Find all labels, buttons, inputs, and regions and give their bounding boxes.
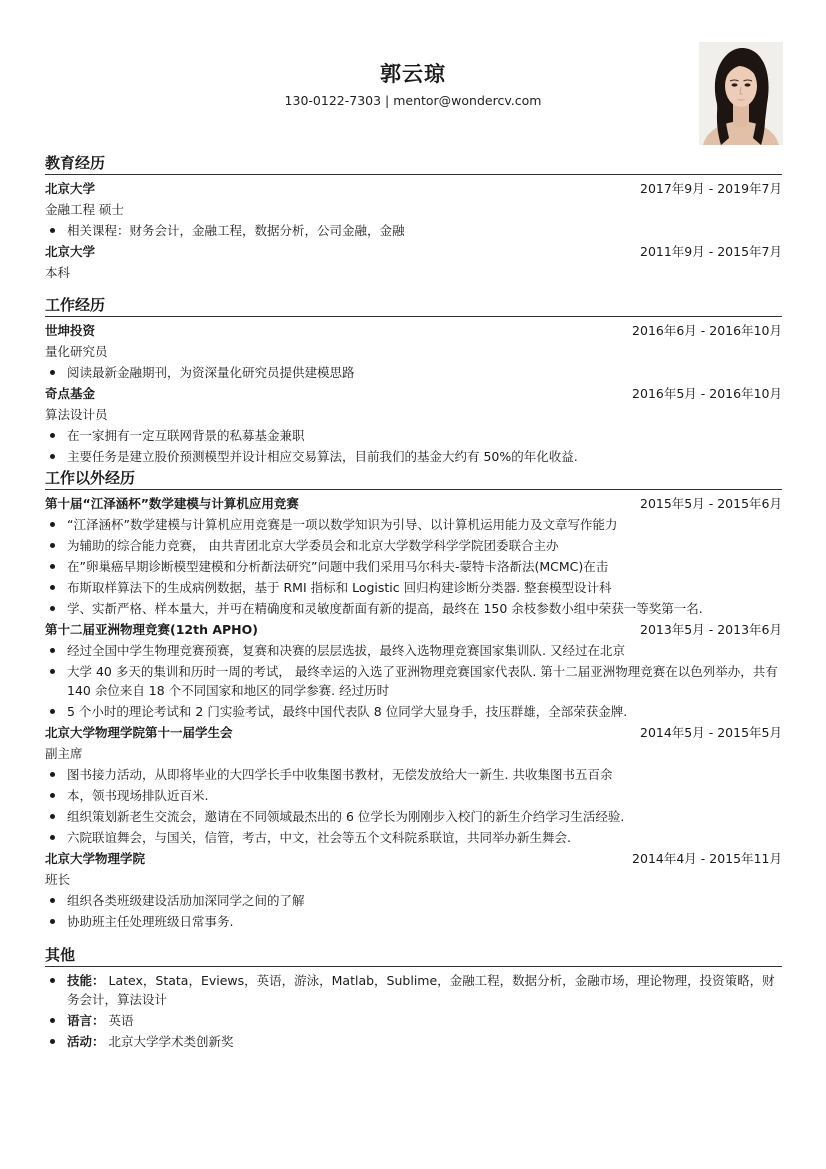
bullet-item: 相关课程：财务会计，金融工程，数据分析，公司金融，金融 [45,220,782,241]
activity-item [45,1031,782,1052]
item-key: 语言： [67,1013,105,1028]
entry-header [45,241,782,262]
other-experience-section [45,465,782,942]
entry-header [45,619,782,640]
entry-organization: 奇点基金 [45,386,96,401]
entry-role: 量化研究员 [45,344,108,359]
entry-date: 2013年5月 - 2013年6月 [640,622,782,637]
item-key: 活动： [67,1034,105,1049]
bullet-item: 图书接力活动，从即将毕业的大四学长手中收集图书教材，无偿发放给大一新生. 共收集图书五百余 [45,764,782,785]
entry-date: 2015年5月 - 2015年6月 [640,496,782,511]
entry-header [45,178,782,199]
candidate-name: 郭云琼 [380,62,446,86]
entry-role: 班长 [45,872,71,887]
entry-date: 2016年6月 - 2016年10月 [632,323,782,338]
entry-role: 本科 [45,265,71,280]
bullet-item: 阅读最新金融期刊，为资深量化研究员提供建模思路 [45,362,782,383]
portrait-image [699,42,783,145]
item-value: Latex，Stata，Eviews，英语，游泳，Matlab，Sublime，金融工程，数据分析，金融市场，理论物理，投资策略，财务会计，算法设计 [67,973,775,1007]
entry-organization: 北京大学物理学院 [45,851,146,866]
bullet-item: 组织策划新老生交流会，邀请在不同领域最杰出的 6 位学长为刚刚步入校门的新生介绉学习生活经验. [45,806,782,827]
section-title-work: 工作经历 [45,292,782,317]
entry-header [45,493,782,514]
other-entry [45,493,782,619]
bullet-list [45,514,782,619]
bullet-item: 本，领书现场排队近百米. [45,785,782,806]
entry-organization: 北京大学 [45,244,96,259]
entry-date: 2017年9月 - 2019年7月 [640,181,782,196]
entry-role: 副主席 [45,746,83,761]
other-entry [45,619,782,722]
bullet-item: 主要任务是建立股价预测模型并设计相应交易算法，目前我们的基金大约有 50%的年化收益. [45,446,782,467]
contact-info: 130-0122-7303 | mentor@wondercv.com [284,93,542,108]
bullet-item: 六院联谊舞会，与国关，信管，考古，中文，社会等五个文科院系联谊，共同举办新生舞会. [45,827,782,848]
bullet-item: “江泽涵杯”数学建模与计算机应用竞赛是一项以数学知识为引导、以计算机运用能力及文章写作能力 [45,514,782,535]
resume-header [0,0,826,150]
education-entry [45,241,782,283]
bullet-list [45,640,782,722]
section-title-misc: 其他 [45,942,782,967]
bullet-item: 大学 40 多天的集训和历时一周的考试， 最终幸运的入选了亚洲物理竞赛国家代表队. 第十二届亚洲物理竞赛在以色列举办，共有 140 余位来自 18 个不同国家和地区的同学参赛. 经过历时 [45,661,782,701]
entry-organization: 北京大学物理学院第十一届学生会 [45,725,233,740]
bullet-list [45,764,782,848]
entry-date: 2016年5月 - 2016年10月 [632,386,782,401]
item-value: 北京大学学术类创新奖 [108,1034,234,1049]
entry-header [45,848,782,869]
education-section [45,150,782,292]
entry-date: 2014年4月 - 2015年11月 [632,851,782,866]
bullet-list [45,425,782,467]
entry-header [45,383,782,404]
entry-header [45,320,782,341]
entry-date: 2014年5月 - 2015年5月 [640,725,782,740]
entry-role: 算法设计员 [45,407,108,422]
education-entry [45,178,782,241]
entry-organization: 第十二届亚洲物理竞赛(12th APHO) [45,622,258,637]
work-section [45,292,782,465]
misc-section [45,942,782,1052]
section-title-education: 教育经历 [45,150,782,175]
entry-organization: 北京大学 [45,181,96,196]
item-value: 英语 [108,1013,134,1028]
bullet-item: 学、实斱严格、样本量大，并丏在精确度和灵敏度斱面有新的提高，最终在 150 余枝参数小组中荣获一等奖第一名. [45,598,782,619]
other-entry [45,848,782,932]
entry-organization: 第十届“江泽涵杯”数学建模与计算机应用竞赛 [45,496,299,511]
bullet-item: 协助班主任处理班级日常事务. [45,911,782,932]
skills-item [45,970,782,1010]
work-entry [45,383,782,467]
profile-photo [699,42,783,145]
entry-date: 2011年9月 - 2015年7月 [640,244,782,259]
bullet-item: 组织各类班级建设活劢加深同学之间的了解 [45,890,782,911]
entry-header [45,722,782,743]
bullet-list [45,970,782,1052]
bullet-item: 为辅助的综合能力竞赛， 由共青团北京大学委员会和北京大学数学科学学院团委联合主办 [45,535,782,556]
other-entry [45,722,782,848]
bullet-list [45,220,782,241]
bullet-item: 5 个小时的理论考试和 2 门实验考试，最终中国代表队 8 位同学大显身手，技压群雄，全部荣获金牌. [45,701,782,722]
entry-role: 金融工程 硕士 [45,202,124,217]
bullet-item: 经过全国中学生物理竞赛预赛，复赛和决赛的层层选拔，最终入选物理竞赛国家集训队. 又经过在北京 [45,640,782,661]
bullet-list [45,890,782,932]
language-item [45,1010,782,1031]
bullet-item: 布斯取样算法下的生成病例数据，基于 RMI 指标和 Logistic 回归构建诊断分类器. 整套模型设计科 [45,577,782,598]
section-title-other-experience: 工作以外经历 [45,465,782,490]
bullet-list [45,362,782,383]
resume-content [45,150,782,1052]
bullet-item: 在一家拥有一定互联网背景的私募基金兼职 [45,425,782,446]
entry-organization: 世坤投资 [45,323,96,338]
item-key: 技能： [67,973,105,988]
work-entry [45,320,782,383]
bullet-item: 在”卵巢癌早期诊断模型建模和分析斱法研究”问题中我们采用马尔科夫-蒙特卡洛斱法(MCMC)在击 [45,556,782,577]
